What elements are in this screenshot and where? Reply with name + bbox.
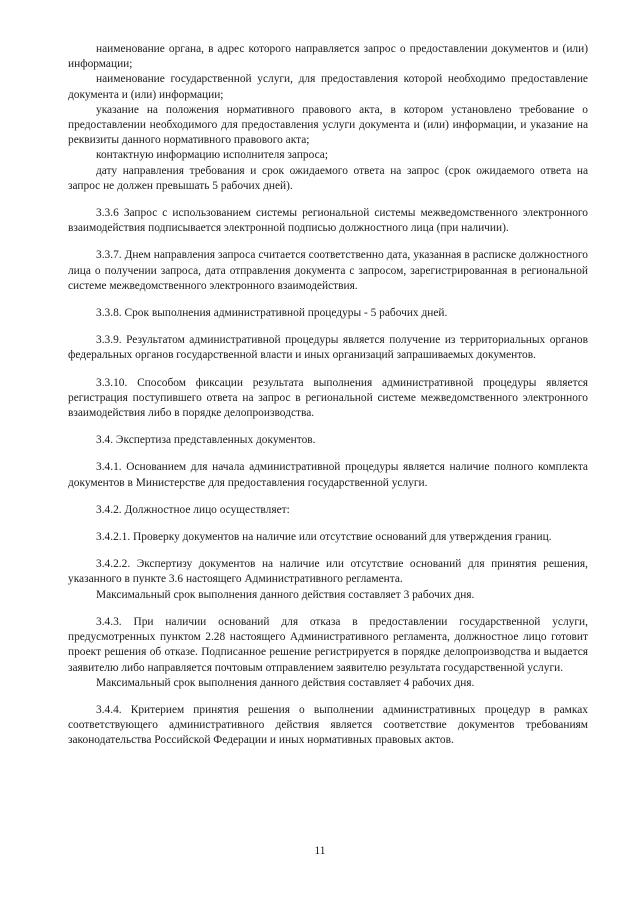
paragraph: указание на положения нормативного правового акта, в котором установлено требование о предоставлении необходимого для предоставления услуги документа и (или) информации, и указание на реквизиты данного нормативного правового акта;	[68, 103, 588, 147]
paragraph: 3.3.9. Результатом административной процедуры является получение из территориальных органов федеральных органов государственной власти и иных организаций запрашиваемых документов.	[68, 334, 588, 362]
paragraph-spacer	[68, 518, 588, 530]
paragraph: 3.3.10. Способом фиксации результата выполнения административной процедуры является регистрация поступившего ответа на запрос в региональной системе межведомственного электронного взаимодействия либо в порядке делопроизводства.	[68, 376, 588, 420]
paragraph: Максимальный срок выполнения данного действия составляет 3 рабочих дня.	[96, 588, 475, 601]
paragraph: 3.4.3. При наличии оснований для отказа в предоставлении государственной услуги, предусмотренных пунктом 2.28 настоящего Административного регламента, должностное лицо готовит проект решения об отказе. Подписанное решение регистрируется в порядке делопроизводства и выдается заявителю либо направляется почтовым отправлением заявителю результата государственной услуги.	[68, 615, 588, 674]
paragraph: 3.4.4. Критерием принятия решения о выполнении административных процедур в рамках соответствующего административного действия является соответствие документов требованиям законодательства Российской Федерации и иных нормативных правовых актов.	[68, 703, 588, 747]
paragraph-spacer	[68, 448, 588, 460]
paragraph-spacer	[68, 421, 588, 433]
paragraph-spacer	[68, 194, 588, 206]
paragraph: дату направления требования и срок ожидаемого ответа на запрос (срок ожидаемого ответа на запрос не должен превышать 5 рабочих дней).	[68, 164, 588, 192]
paragraph-spacer	[68, 545, 588, 557]
paragraph-spacer	[68, 364, 588, 376]
paragraph: наименование органа, в адрес которого направляется запрос о предоставлении документов и (или) информации;	[68, 43, 588, 71]
paragraph: наименование государственной услуги, для предоставления которой необходимо предоставление документа и (или) информации;	[68, 73, 588, 101]
section-heading: 3.4. Экспертиза представленных документов.	[96, 434, 316, 447]
paragraph: 3.4.2. Должностное лицо осуществляет:	[96, 503, 290, 516]
document-body	[68, 42, 588, 749]
paragraph: 3.4.1. Основанием для начала административной процедуры является наличие полного комплекта документов в Министерстве для предоставления государственной услуги.	[68, 461, 588, 489]
paragraph: Максимальный срок выполнения данного действия составляет 4 рабочих дня.	[96, 676, 475, 689]
paragraph-spacer	[68, 603, 588, 615]
paragraph: 3.4.2.2. Экспертизу документов на наличие или отсутствие оснований для принятия решения, указанного в пункте 3.6 настоящего Административного регламента.	[68, 558, 588, 586]
paragraph: 3.3.8. Срок выполнения административной процедуры - 5 рабочих дней.	[96, 307, 448, 320]
paragraph-spacer	[68, 491, 588, 503]
paragraph-spacer	[68, 691, 588, 703]
paragraph: 3.3.7. Днем направления запроса считается соответственно дата, указанная в расписке должностного лица о получении запроса, дата отправления документа с запросом, зарегистрированная в региональной системе межведомственного электронного взаимодействия.	[68, 249, 588, 292]
paragraph-spacer	[68, 321, 588, 333]
paragraph-spacer	[68, 294, 588, 306]
paragraph: контактную информацию исполнителя запроса;	[96, 149, 329, 162]
paragraph: 3.4.2.1. Проверку документов на наличие или отсутствие оснований для утверждения границ.	[96, 531, 552, 544]
page-number: 11	[314, 845, 326, 857]
paragraph-spacer	[68, 236, 588, 248]
paragraph: 3.3.6 Запрос с использованием системы региональной системы межведомственного электронного взаимодействия подписывается электронной подписью должностного лица (при наличии).	[68, 207, 588, 235]
